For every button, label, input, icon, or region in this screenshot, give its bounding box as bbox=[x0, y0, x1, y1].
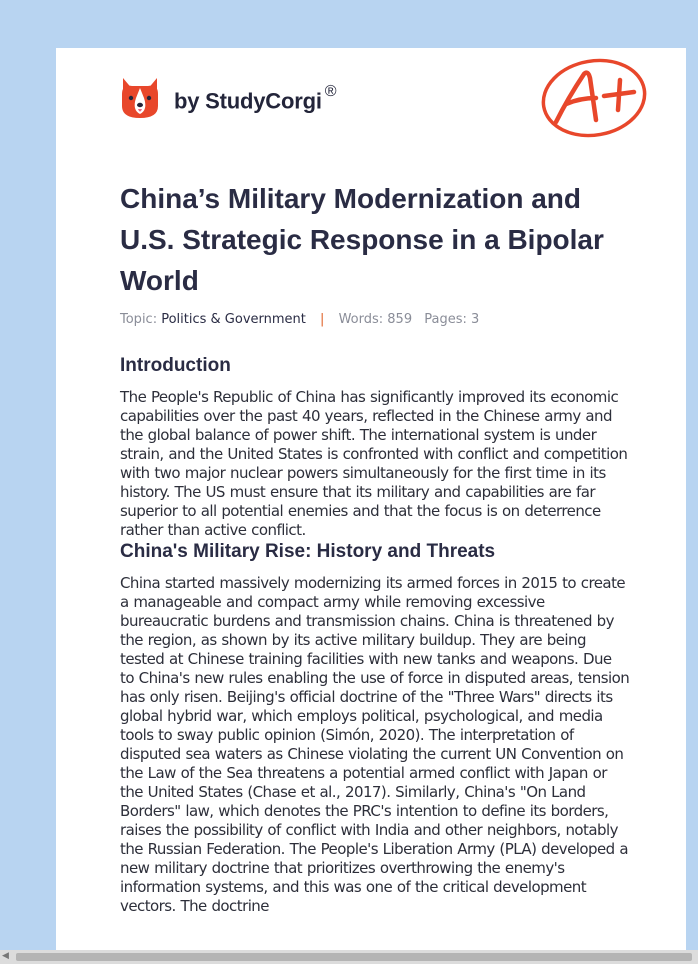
section-body-introduction: The People's Republic of China has significantly improved its economic capabilities over the past 40 years, reflected in the Chinese army and the global balance of power shift. The international system is under strain, and the United States is confronted with conflict and competition with two major nuclear powers simultaneously for the first time in its history. The US must ensure that its military and capabilities are far superior to all potential enemies and that the focus is on deterrence rather than active conflict. bbox=[120, 388, 628, 539]
section-heading-military-rise: China's Military Rise: History and Threats bbox=[120, 541, 496, 562]
meta-separator: | bbox=[320, 312, 325, 327]
horizontal-scrollbar[interactable] bbox=[0, 950, 698, 964]
section-body-military-rise: China started massively modernizing its armed forces in 2015 to create a manageable and compact army while removing excessive bureaucratic burdens and transmission chains. China is threatened by the region, as shown by its active military buildup. They are being tested at Chinese training facilities with new tanks and weapons. Due to China's new rules enabling the use of force in disputed areas, tension has only risen. Beijing's official doctrine of the "Three Wars" directs its global hybrid war, which employs political, psychological, and media tools to sway public opinion (Simón, 2020). The interpretation of disputed sea waters as Chinese violating the current UN Convention on the Law of the Sea threatens a potential armed conflict with Japan or the United States (Chase et al., 2017). Similarly, China's "On Land Borders" law, which denotes the PRC's intention to define its borders, raises the possibility of conflict with India and other neighbors, notably the Russian Federation. The People's Liberation Army (PLA) developed a new military doctrine that prioritizes overthrowing the enemy's information systems, and this was one of the critical development vectors. The doctrine bbox=[120, 574, 630, 915]
a-plus-grade-icon bbox=[538, 58, 650, 142]
words-count: 859 bbox=[387, 312, 413, 327]
grade-badge bbox=[538, 58, 650, 146]
pages-label: Pages: bbox=[424, 312, 467, 327]
studycorgi-logo[interactable] bbox=[120, 76, 336, 120]
corgi-icon bbox=[120, 76, 160, 120]
scroll-left-arrow-icon[interactable]: ◀ bbox=[2, 951, 9, 961]
document-page bbox=[56, 48, 686, 952]
brand-name: by StudyCorgi ® bbox=[174, 83, 337, 114]
pages-count: 3 bbox=[471, 312, 480, 327]
page-title: China’s Military Modernization and U.S. Strategic Response in a Bipolar World bbox=[120, 183, 604, 296]
svg-text:A+: A+ bbox=[538, 58, 540, 59]
article-meta bbox=[120, 312, 479, 327]
scrollbar-thumb[interactable] bbox=[16, 953, 692, 961]
topic-link[interactable]: Politics & Government bbox=[161, 312, 306, 327]
words-label: Words: bbox=[338, 312, 384, 327]
topic-label: Topic: bbox=[120, 312, 158, 327]
section-heading-introduction: Introduction bbox=[120, 355, 231, 376]
article-content bbox=[120, 354, 630, 916]
